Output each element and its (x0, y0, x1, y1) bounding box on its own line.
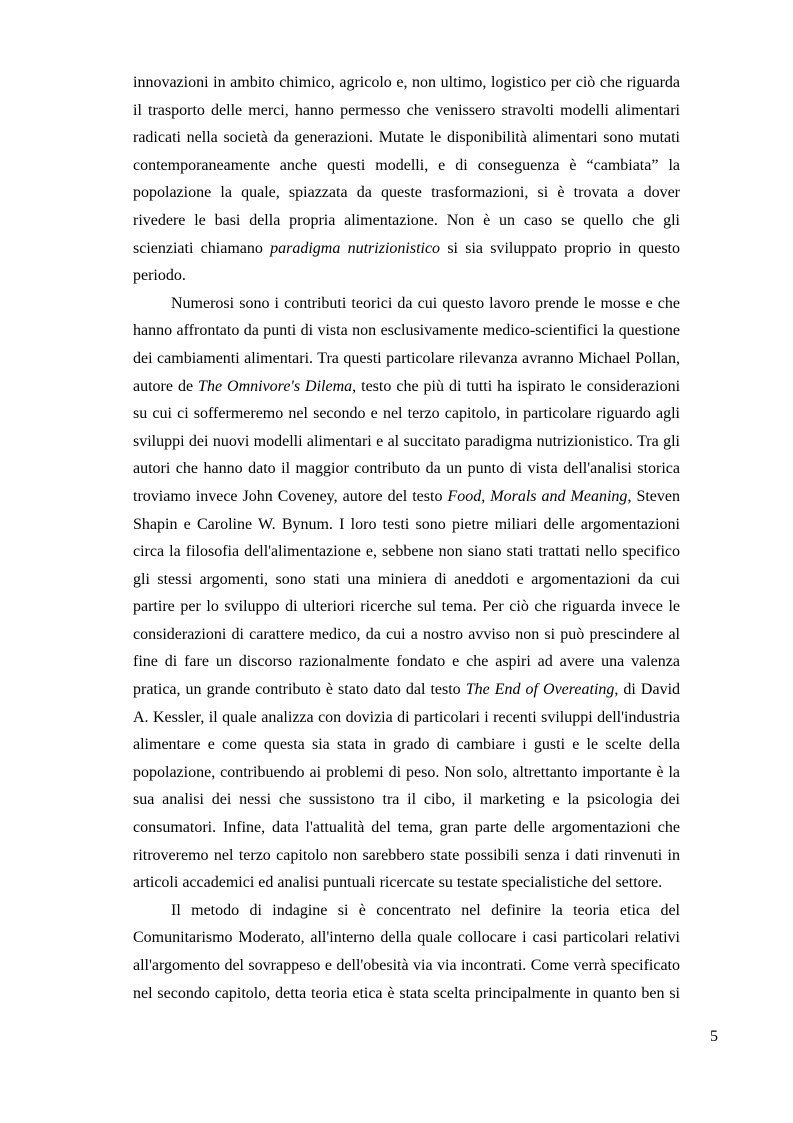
line-text: partire per lo sviluppo di ulteriori ricerche sul tema. Per ciò che riguarda invece le (133, 598, 680, 616)
text-line (133, 676, 680, 704)
paragraph-2 (133, 290, 680, 897)
line-text: considerazioni di carattere medico, da cui a nostro avviso non si può prescindere al (133, 625, 680, 643)
line-text: il trasporto delle merci, hanno permesso che venissero stravolti modelli alimentari (133, 101, 680, 119)
text-line-indented (133, 290, 680, 318)
line-text-segment: scienziati chiamano (133, 239, 271, 257)
line-text: autori che hanno dato il maggior contributo da un punto di vista dell'analisi storica (133, 460, 680, 478)
line-text: articoli accademici ed analisi puntuali ricercate su testate specialistiche del settore. (133, 874, 663, 892)
text-line (133, 566, 680, 594)
line-text-segment: troviamo invece John Coveney, autore del testo (133, 487, 448, 505)
line-text (133, 488, 680, 505)
line-text: circa la filosofia dell'alimentazione e, sebbene non siano stati trattati nello specifico (133, 543, 680, 561)
text-line (133, 704, 680, 732)
text-line (133, 152, 680, 180)
text-line (133, 317, 680, 345)
page-number: 5 (710, 1028, 718, 1045)
text-line (133, 980, 680, 1008)
text-line (133, 97, 680, 125)
line-text-segment: pratica, un grande contributo è stato dato dal testo (133, 681, 466, 699)
text-line (133, 455, 680, 483)
line-text: sua analisi dei nessi che sussistono tra il cibo, il marketing e la psicologia dei (133, 791, 680, 809)
text-line (133, 759, 680, 787)
line-text: Shapin e Caroline W. Bynum. I loro testi sono pietre miliari delle argomentazioni (133, 515, 680, 533)
text-line (133, 924, 680, 952)
line-text: consumatori. Infine, data l'attualità del tema, gran parte delle argomentazioni che (133, 819, 680, 837)
text-line (133, 124, 680, 152)
book-title: The Omnivore's Dilema (198, 377, 353, 395)
line-text-segment: autore de (133, 377, 199, 395)
text-line-indented (133, 897, 680, 925)
text-line (133, 345, 680, 373)
line-text (133, 378, 680, 395)
line-text: Comunitarismo Moderato, all'interno della quale collocare i casi particolari relativi (133, 929, 680, 947)
line-text: periodo. (133, 267, 186, 285)
emphasis-term: paradigma nutrizionistico (270, 239, 441, 257)
line-text: Il metodo di indagine si è concentrato nel definire la teoria etica del (171, 901, 680, 919)
text-line-paragraph-end (133, 869, 680, 897)
body-text (133, 69, 680, 1007)
text-line-paragraph-end (133, 262, 680, 290)
line-text: sviluppi dei nuovi modelli alimentari e al succitato paradigma nutrizionistico. Tra gli (133, 432, 680, 450)
line-text: ritroveremo nel terzo capitolo non sarebbero state possibili senza i dati rinvenuti in (133, 846, 680, 864)
paragraph-3 (133, 897, 680, 1007)
line-text: fine di fare un discorso razionalmente fondato e che aspiri ad avere una valenza (133, 653, 680, 671)
line-text: Numerosi sono i contributi teorici da cui questo lavoro prende le mosse e che (171, 294, 680, 312)
text-line (133, 235, 680, 263)
line-text: hanno affrontato da punti di vista non esclusivamente medico-scientifici la questione (133, 322, 680, 340)
text-line (133, 842, 680, 870)
line-text-segment: si sia sviluppato proprio in questo (440, 239, 681, 257)
line-text: all'argomento del sovrappeso e dell'obesità via via incontrati. Come verrà specificato (133, 957, 680, 974)
text-line (133, 648, 680, 676)
book-title: The End of Overeating (465, 681, 615, 699)
line-text: innovazioni in ambito chimico, agricolo e, non ultimo, logistico per ciò che riguarda (133, 74, 680, 91)
text-line (133, 400, 680, 428)
text-line (133, 786, 680, 814)
text-line (133, 207, 680, 235)
text-line (133, 814, 680, 842)
text-line (133, 511, 680, 539)
text-line (133, 593, 680, 621)
line-text: rivedere le basi della propria alimentazione. Non è un caso se quello che gli (133, 211, 680, 229)
line-text (133, 681, 680, 698)
text-line (133, 621, 680, 649)
paragraph-1 (133, 69, 680, 290)
text-line (133, 428, 680, 456)
text-line (133, 483, 680, 511)
line-text: dei cambiamenti alimentari. Tra questi particolare rilevanza avranno Michael Pollan, (133, 349, 680, 367)
line-text: contemporaneamente anche questi modelli, e di conseguenza è “cambiata” la (133, 156, 680, 174)
line-text (133, 240, 680, 257)
text-line (133, 179, 680, 207)
text-line (133, 69, 680, 97)
line-text: gli stessi argomenti, sono stati una miniera di aneddoti e argomentazioni da cui (133, 570, 680, 588)
line-text-segment: , Steven (627, 487, 681, 505)
line-text-segment: , testo che più di tutti ha ispirato le considerazioni (352, 377, 681, 395)
line-text: popolazione, contribuendo ai problemi di peso. Non solo, altrettanto importante è la (133, 763, 680, 781)
line-text: A. Kessler, il quale analizza con dovizia di particolari i recenti sviluppi dell'industria (133, 708, 680, 726)
text-line (133, 373, 680, 401)
line-text: popolazione la quale, spiazzata da queste trasformazioni, si è trovata a dover (133, 184, 680, 202)
text-line (133, 952, 680, 980)
line-text: radicati nella società da generazioni. Mutate le disponibilità alimentari sono mutati (133, 129, 680, 147)
book-title: Food, Morals and Meaning (447, 487, 628, 505)
text-line (133, 538, 680, 566)
line-text: su cui ci soffermeremo nel secondo e nel terzo capitolo, in particolare riguardo agli (133, 405, 680, 423)
text-line (133, 731, 680, 759)
line-text-segment: , di David (614, 681, 681, 699)
line-text: nel secondo capitolo, detta teoria etica è stata scelta principalmente in quanto ben si (133, 984, 680, 1002)
line-text: alimentare e come questa sia stata in grado di cambiare i gusti e le scelte della (133, 736, 680, 754)
